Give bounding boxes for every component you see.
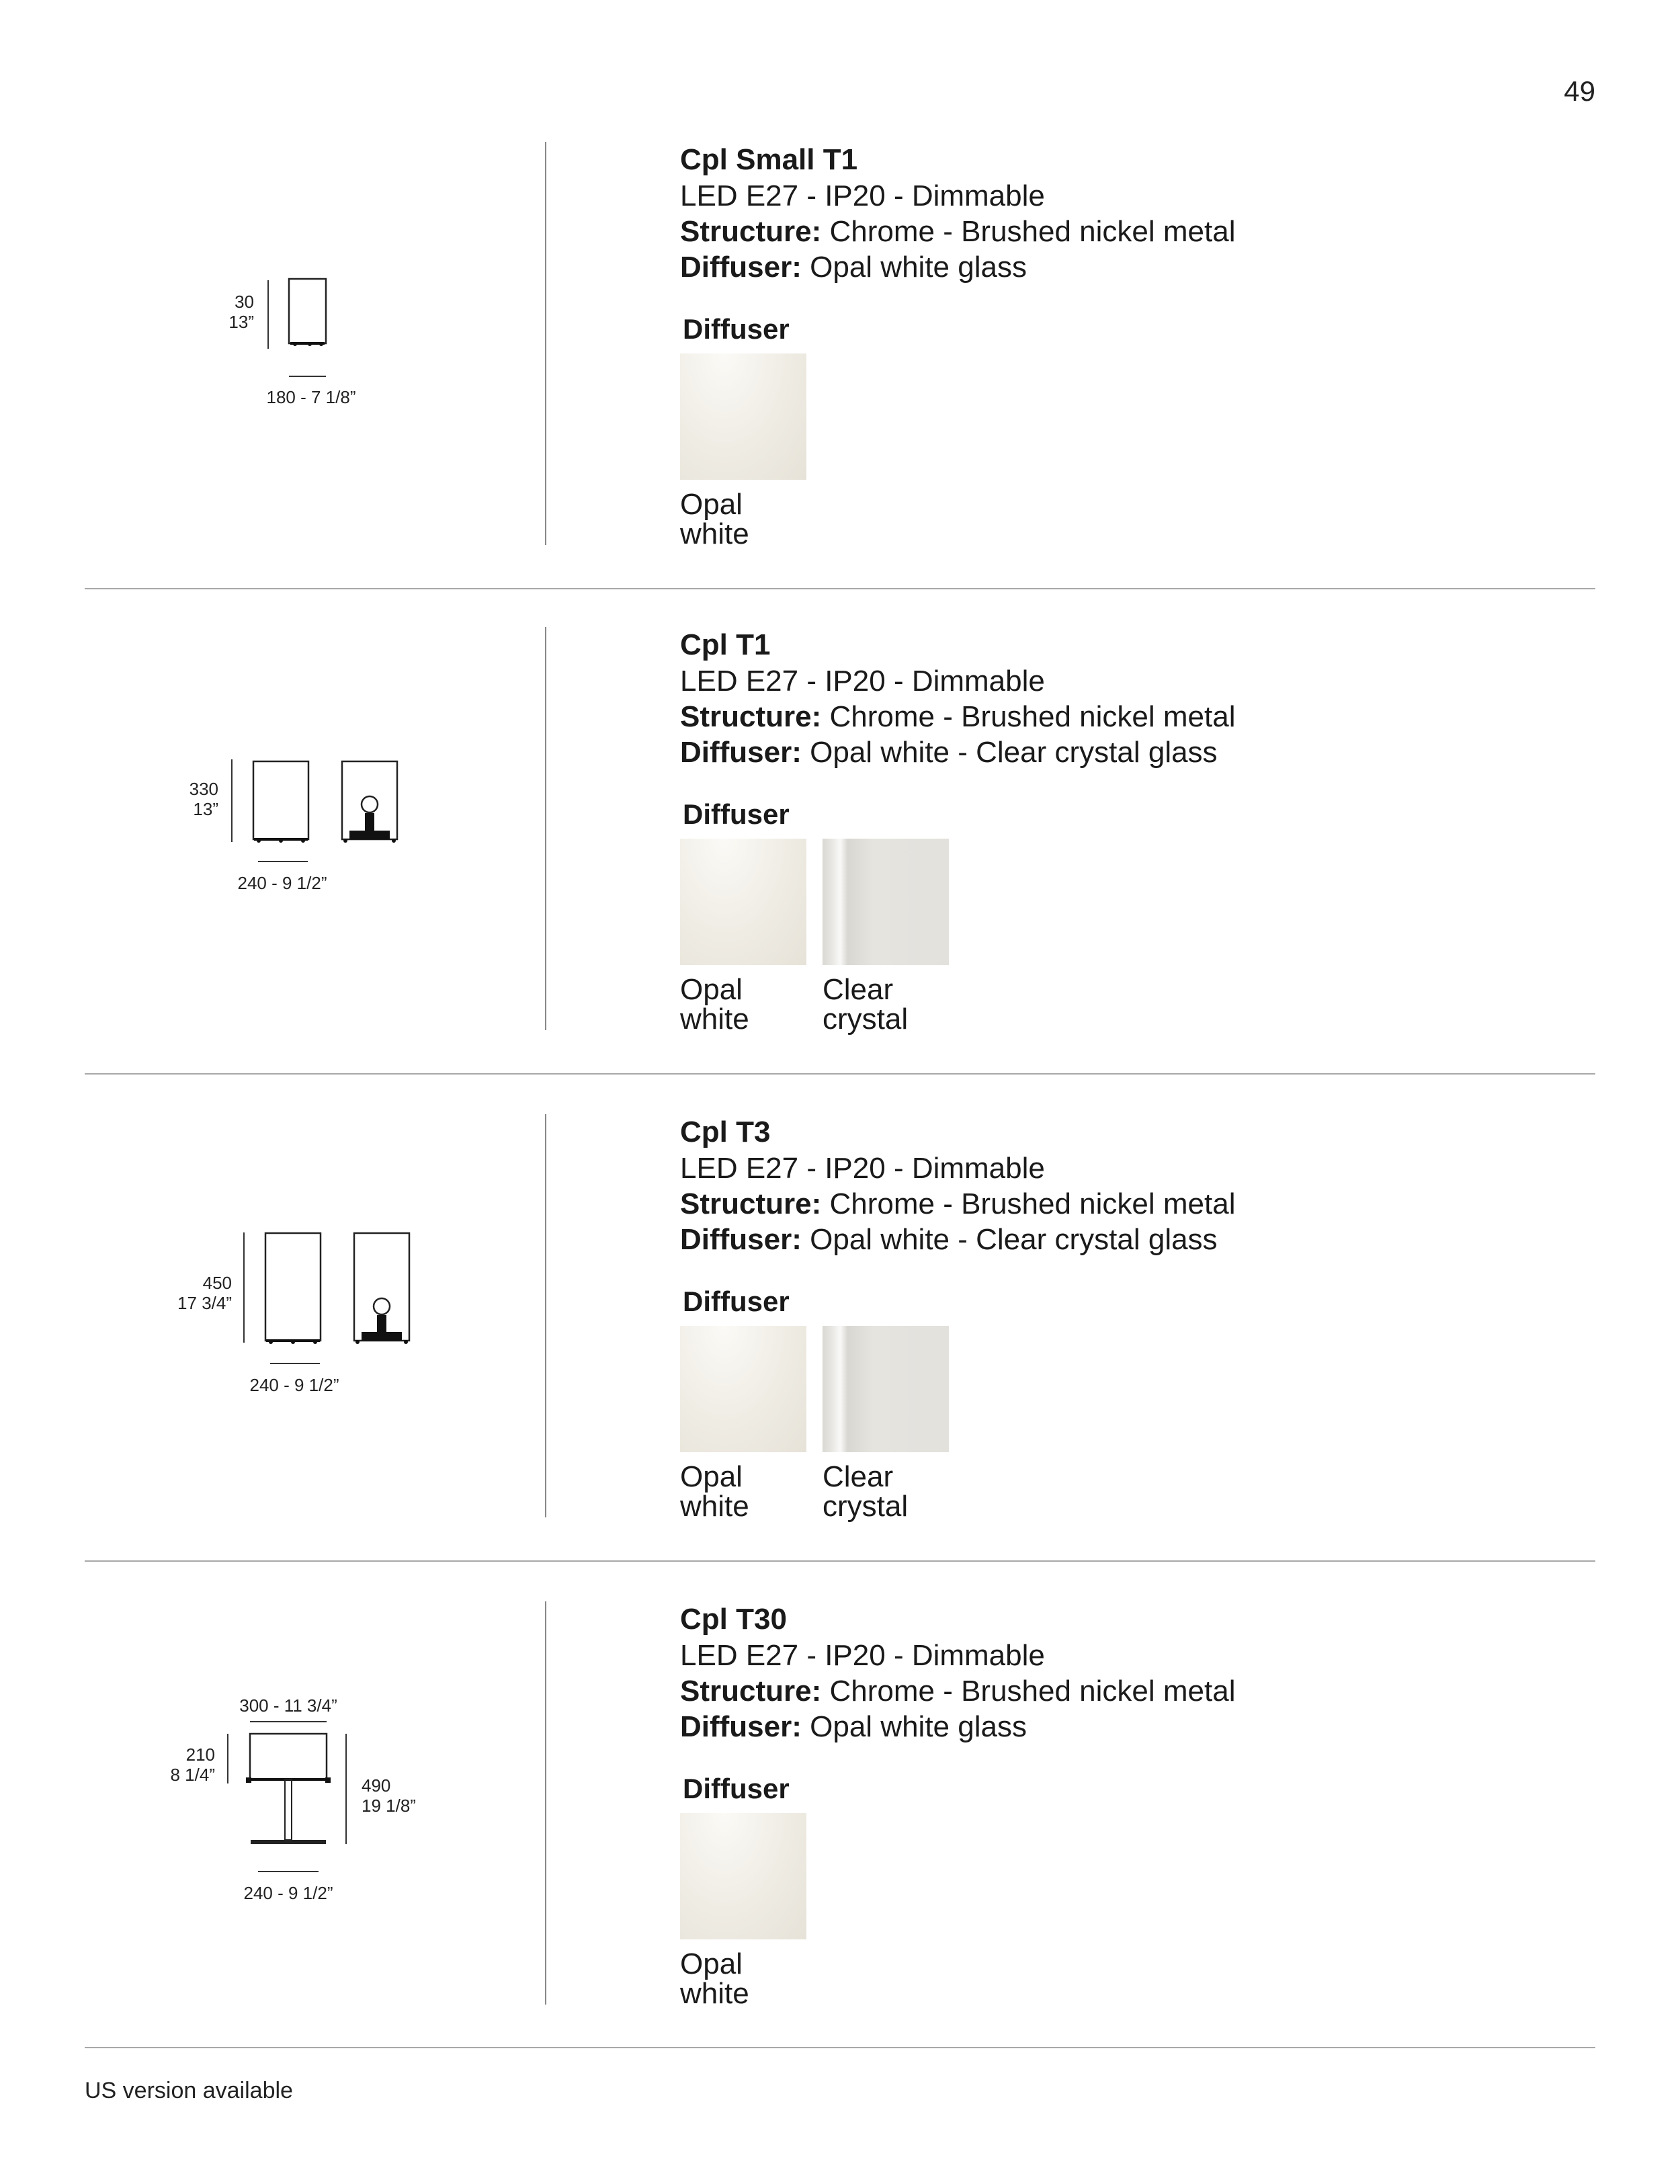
product-structure — [680, 1673, 1554, 1709]
product-title: Cpl T3 — [680, 1116, 771, 1148]
swatch-caption: Opal white — [680, 488, 749, 550]
product-info — [680, 142, 1554, 285]
diffuser-value: Opal white glass — [810, 251, 1027, 284]
height-in-label: 13” — [193, 799, 218, 819]
height-mm-label: 30 — [235, 292, 254, 312]
product-title: Cpl Small T1 — [680, 143, 858, 176]
product-diffuser — [680, 734, 1554, 770]
product-diffuser — [680, 1709, 1554, 1745]
section-divider — [85, 588, 1595, 589]
clear-crystal-swatch — [823, 839, 949, 965]
dimension-drawing — [0, 1114, 538, 1558]
product-info — [680, 627, 1554, 770]
structure-value: Chrome - Brushed nickel metal — [829, 215, 1236, 248]
structure-value: Chrome - Brushed nickel metal — [829, 700, 1236, 733]
opal-white-swatch — [680, 1813, 806, 1939]
column-divider — [545, 627, 546, 1030]
clear-crystal-swatch — [823, 1326, 949, 1452]
shade-width-label: 300 - 11 3/4” — [239, 1695, 337, 1716]
column-divider — [545, 1114, 546, 1517]
swatch-caption: Clear crystal — [823, 1460, 909, 1523]
structure-label: Structure: — [680, 1187, 822, 1220]
height-mm-label: 490 — [362, 1775, 391, 1796]
product-section-cpl-t3 — [0, 1114, 1680, 1599]
structure-label: Structure: — [680, 700, 822, 733]
shade-height-in-label: 8 1/4” — [170, 1765, 215, 1785]
structure-value: Chrome - Brushed nickel metal — [829, 1675, 1236, 1708]
product-section-cpl-t1 — [0, 627, 1680, 1112]
product-specs: LED E27 - IP20 - Dimmable — [680, 1152, 1045, 1185]
height-mm-label: 450 — [202, 1273, 232, 1293]
product-specs: LED E27 - IP20 - Dimmable — [680, 179, 1045, 212]
product-section-cpl-small-t1 — [0, 142, 1680, 627]
diffuser-value: Opal white - Clear crystal glass — [810, 736, 1218, 769]
diffuser-label: Diffuser: — [680, 1710, 802, 1743]
height-mm-label: 330 — [189, 779, 218, 799]
product-structure — [680, 214, 1554, 249]
structure-label: Structure: — [680, 1675, 822, 1708]
dimension-drawing — [0, 1601, 538, 2045]
width-label: 180 - 7 1/8” — [266, 387, 356, 407]
width-label: 240 - 9 1/2” — [237, 873, 327, 893]
product-info — [680, 1601, 1554, 1745]
opal-white-swatch — [680, 1326, 806, 1452]
diffuser-heading: Diffuser — [683, 313, 790, 345]
product-structure — [680, 1186, 1554, 1222]
dimension-drawing — [0, 142, 538, 585]
diffuser-label: Diffuser: — [680, 1223, 802, 1256]
product-diffuser — [680, 1222, 1554, 1257]
dimension-drawing — [0, 627, 538, 1070]
swatch-caption: Opal white — [680, 1947, 749, 2010]
product-title: Cpl T30 — [680, 1603, 787, 1636]
product-structure — [680, 699, 1554, 734]
diffuser-label: Diffuser: — [680, 736, 802, 769]
section-divider — [85, 1073, 1595, 1075]
footer-note: US version available — [85, 2078, 293, 2103]
diffuser-heading: Diffuser — [683, 798, 790, 830]
base-width-label: 240 - 9 1/2” — [243, 1883, 333, 1903]
footer-divider — [85, 2047, 1595, 2048]
swatch-caption: Opal white — [680, 973, 749, 1036]
height-in-label: 19 1/8” — [362, 1796, 416, 1816]
diffuser-label: Diffuser: — [680, 251, 802, 284]
swatch-caption: Opal white — [680, 1460, 749, 1523]
opal-white-swatch — [680, 353, 806, 480]
column-divider — [545, 142, 546, 545]
diffuser-heading: Diffuser — [683, 1286, 790, 1317]
column-divider — [545, 1601, 546, 2005]
shade-height-mm-label: 210 — [185, 1745, 215, 1765]
swatch-caption: Clear crystal — [823, 973, 909, 1036]
opal-white-swatch — [680, 839, 806, 965]
product-section-cpl-t30 — [0, 1601, 1680, 2087]
structure-label: Structure: — [680, 215, 822, 248]
section-divider — [85, 1560, 1595, 1562]
product-title: Cpl T1 — [680, 628, 771, 661]
page-number: 49 — [1564, 75, 1595, 107]
structure-value: Chrome - Brushed nickel metal — [829, 1187, 1236, 1220]
diffuser-heading: Diffuser — [683, 1773, 790, 1804]
product-diffuser — [680, 249, 1554, 285]
diffuser-value: Opal white - Clear crystal glass — [810, 1223, 1218, 1256]
product-specs: LED E27 - IP20 - Dimmable — [680, 1639, 1045, 1672]
height-in-label: 13” — [228, 312, 254, 332]
product-specs: LED E27 - IP20 - Dimmable — [680, 665, 1045, 698]
height-in-label: 17 3/4” — [177, 1293, 232, 1313]
product-info — [680, 1114, 1554, 1257]
diffuser-value: Opal white glass — [810, 1710, 1027, 1743]
width-label: 240 - 9 1/2” — [249, 1375, 339, 1395]
